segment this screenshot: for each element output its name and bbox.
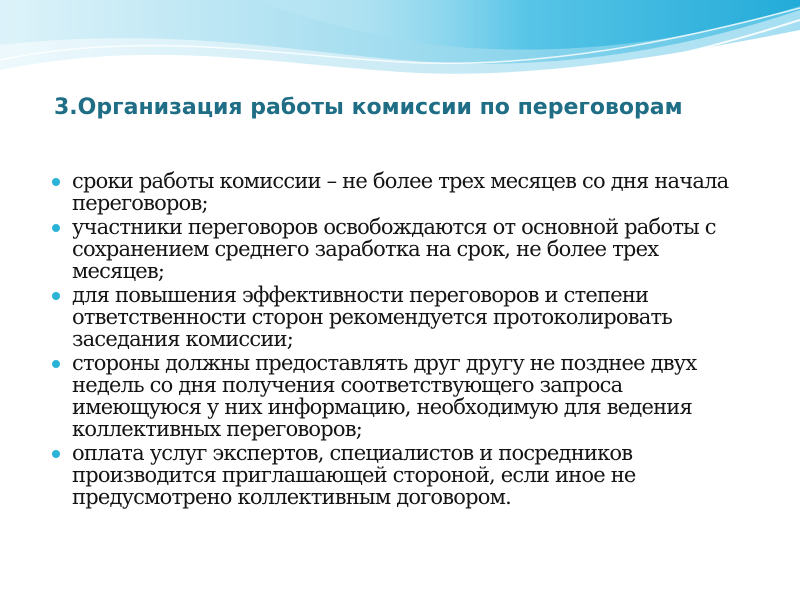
bullet-dot-icon: [52, 224, 60, 232]
bullet-text: оплата услуг экспертов, специалистов и посредников производится приглашающей стороной, если иное не предусмотрено коллективным договором.: [72, 441, 636, 509]
bullet-dot-icon: [52, 450, 60, 458]
bullet-text: для повышения эффективности переговоров и степени ответственности сторон рекомендуется протоколировать заседания комиссии;: [72, 283, 672, 351]
bullet-dot-icon: [52, 292, 60, 300]
bullet-item: [48, 216, 748, 282]
bullet-list: [48, 170, 748, 510]
bullet-item: [48, 442, 748, 508]
bullet-item: [48, 284, 748, 350]
bullet-dot-icon: [52, 360, 60, 368]
bullet-dot-icon: [52, 178, 60, 186]
bullet-item: [48, 352, 748, 440]
bullet-text: участники переговоров освобождаются от основной работы с сохранением среднего заработка на срок, не более трех месяцев;: [72, 215, 716, 283]
slide-title: 3.Организация работы комиссии по переговорам: [54, 95, 683, 120]
bullet-item: [48, 170, 748, 214]
bullet-text: сроки работы комиссии – не более трех месяцев со дня начала переговоров;: [72, 169, 729, 215]
bullet-text: стороны должны предоставлять друг другу не позднее двух недель со дня получения соответствующего запроса имеющуюся у них информацию, необходимую для ведения коллективных переговоров;: [72, 351, 697, 441]
